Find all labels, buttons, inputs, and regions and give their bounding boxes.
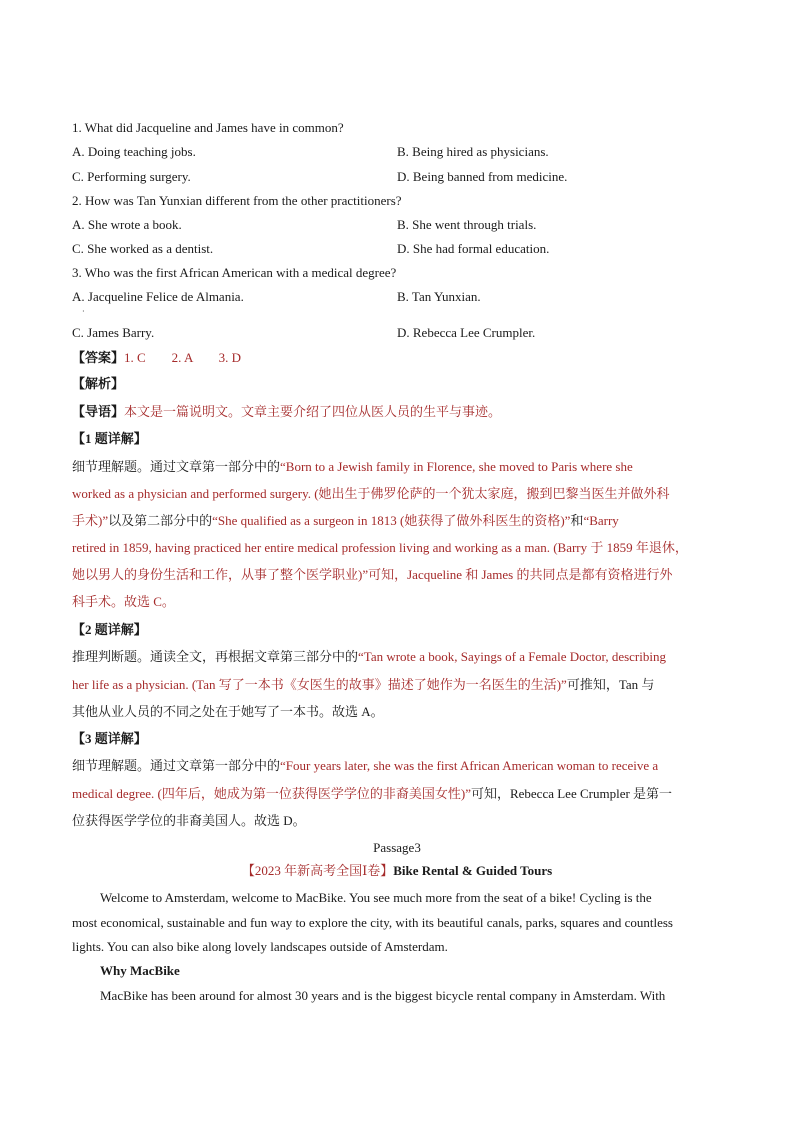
q1-detail-label: 【1 题详解】 (72, 431, 147, 446)
stray-dot-mark: · (82, 307, 85, 316)
q1-detail-line-1 (72, 458, 633, 476)
q3-detail-quote-1: “Four years later, she was the first African American woman to receive a (280, 758, 659, 773)
q3-detail-line-2 (72, 785, 672, 803)
q1-detail-line-4: retired in 1859, having practiced her entire medical profession living and working as a man. (Barry 于 1859 年退休， (72, 540, 688, 555)
q2-detail-line-2 (72, 676, 654, 694)
passage-intro-line-1: Welcome to Amsterdam, welcome to MacBike. You see much more from the seat of a bike! Cycling is the (100, 890, 652, 905)
analysis-label: 【解析】 (72, 376, 125, 391)
question-1-option-c: C. Performing surgery. (72, 169, 191, 184)
q1-detail-lead: 细节理解题。通过文章第一部分中的 (72, 459, 281, 474)
question-2-option-b: B. She went through trials. (397, 217, 537, 232)
q1-detail-conclusion: 可知，Jacqueline 和 James 的共同点是都有资格进行外 (368, 567, 673, 582)
passage-title: Bike Rental & Guided Tours (393, 863, 553, 878)
q1-detail-quote-3c: 她以男人的身份生活和工作，从事了整个医学职业)” (72, 567, 369, 582)
answer-line (72, 349, 241, 367)
passage-source: 【2023 年新高考全国Ⅰ卷】 (241, 863, 394, 878)
q3-detail-conclusion: 可知，Rebecca Lee Crumpler 是第一 (470, 786, 673, 801)
q1-detail-quote-2b: “She qualified as a surgeon in 1813 (她获得了做外科医生的资格)” (212, 513, 571, 528)
question-3-option-c: C. James Barry. (72, 325, 155, 340)
q1-detail-connector: 以及第二部分中的 (108, 513, 213, 528)
question-2-option-d: D. She had formal education. (397, 241, 550, 256)
q3-detail-quote-2: medical degree. (四年后，她成为第一位获得医学学位的非裔美国女性)” (72, 786, 471, 801)
q1-detail-and: 和 (570, 513, 584, 528)
question-2-option-c: C. She worked as a dentist. (72, 241, 214, 256)
question-3-option-d: D. Rebecca Lee Crumpler. (397, 325, 536, 340)
q1-detail-line-3 (72, 512, 619, 530)
guide-label: 【导语】 (72, 404, 125, 419)
question-1-stem: 1. What did Jacqueline and James have in common? (72, 120, 344, 135)
q2-detail-lead: 推理判断题。通读全文，再根据文章第三部分中的 (72, 649, 359, 664)
q2-detail-label: 【2 题详解】 (72, 622, 147, 637)
q3-detail-line-3: 位获得医学学位的非裔美国人。故选 D。 (72, 813, 306, 828)
passage-number: Passage3 (373, 840, 421, 855)
q1-detail-quote-1: “Born to a Jewish family in Florence, she moved to Paris where she (280, 459, 633, 474)
passage-intro-line-3: lights. You can also bike along lovely landscapes outside of Amsterdam. (72, 939, 448, 954)
question-1-option-b: B. Being hired as physicians. (397, 144, 549, 159)
q1-detail-quote-3a: “Barry (583, 513, 619, 528)
q2-detail-conclusion: 可推知，Tan 与 (566, 677, 655, 692)
question-1-option-d: D. Being banned from medicine. (397, 169, 568, 184)
passage-section-line-1: MacBike has been around for almost 30 years and is the biggest bicycle rental company in Amsterdam. With (100, 988, 666, 1003)
question-3-option-a: A. Jacqueline Felice de Almania. (72, 289, 244, 304)
answer-values: 1. C 2. A 3. D (124, 350, 242, 365)
question-2-stem: 2. How was Tan Yunxian different from the other practitioners? (72, 193, 402, 208)
q2-detail-line-1 (72, 648, 666, 666)
guide-line (72, 403, 501, 421)
q2-detail-quote-2: her life as a physician. (Tan 写了一本书《女医生的故事》描述了她作为一名医生的生活)” (72, 677, 567, 692)
q3-detail-line-1 (72, 757, 658, 775)
q1-detail-line-6: 科手术。故选 C。 (72, 594, 175, 609)
q3-detail-lead: 细节理解题。通过文章第一部分中的 (72, 758, 281, 773)
q1-detail-quote-2a: 手术)” (72, 513, 109, 528)
q3-detail-label: 【3 题详解】 (72, 731, 147, 746)
q1-detail-line-2: worked as a physician and performed surgery. (她出生于佛罗伦萨的一个犹太家庭，搬到巴黎当医生并做外科 (72, 486, 670, 501)
passage-intro-line-2: most economical, sustainable and fun way to explore the city, with its beautiful canals, parks, squares and countless (72, 915, 673, 930)
q2-detail-line-3: 其他从业人员的不同之处在于她写了一本书。故选 A。 (72, 704, 384, 719)
answer-label: 【答案】 (72, 350, 125, 365)
section-heading-why-macbike: Why MacBike (100, 963, 180, 978)
q1-detail-line-5 (72, 566, 673, 584)
question-3-stem: 3. Who was the first African American with a medical degree? (72, 265, 397, 280)
question-3-option-b: B. Tan Yunxian. (397, 289, 481, 304)
question-1-option-a: A. Doing teaching jobs. (72, 144, 196, 159)
q2-detail-quote-1: “Tan wrote a book, Sayings of a Female Doctor, describing (358, 649, 666, 664)
passage-heading (0, 862, 794, 880)
guide-text: 本文是一篇说明文。文章主要介绍了四位从医人员的生平与事迹。 (124, 404, 502, 419)
question-2-option-a: A. She wrote a book. (72, 217, 182, 232)
